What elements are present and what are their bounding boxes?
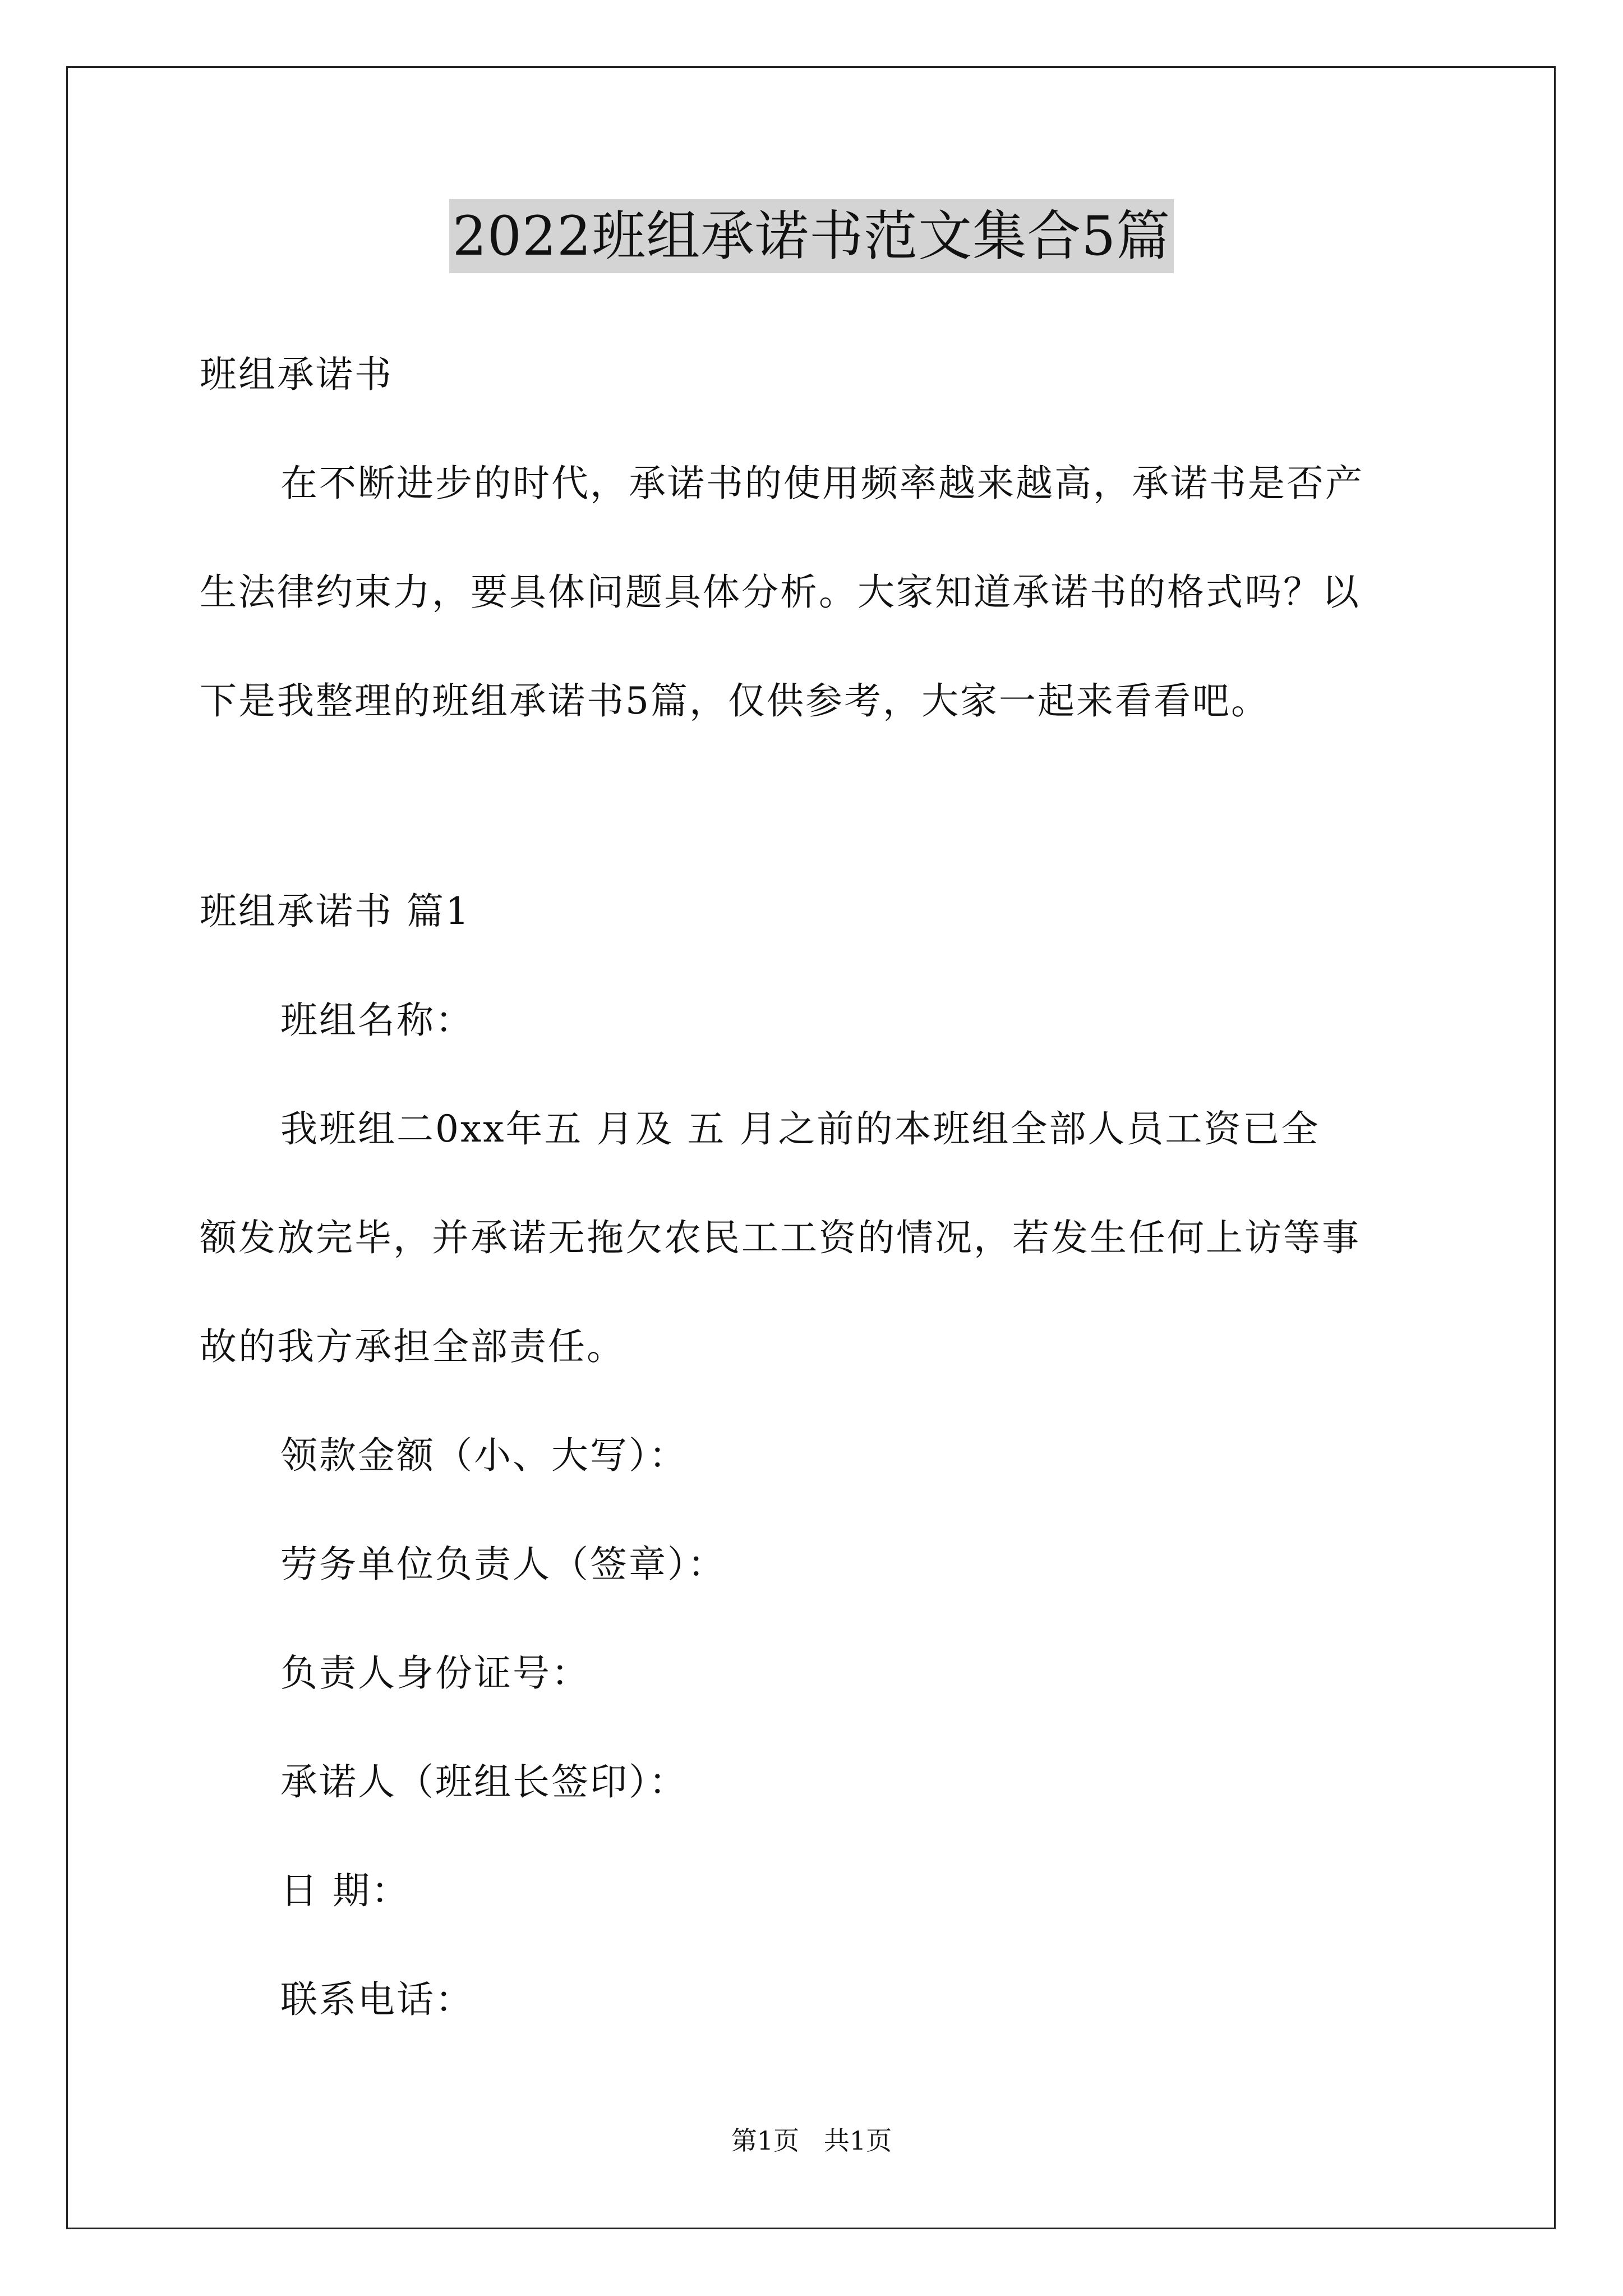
team-name-label: 班组名称： [280, 999, 474, 1042]
promisor-label: 承诺人（班组长签印）： [280, 1760, 688, 1803]
intro-line-1: 在不断进步的时代，承诺书的使用频率越来越高，承诺书是否产 [280, 462, 1364, 505]
labor-unit-head-label: 劳务单位负责人（签章）： [280, 1543, 726, 1586]
title-container [0, 199, 1623, 273]
statement-line-3: 故的我方承担全部责任。 [200, 1325, 625, 1368]
intro-line-2: 生法律约束力，要具体问题具体分析。大家知道承诺书的格式吗？以 [200, 570, 1361, 614]
amount-field-label: 领款金额（小、大写）： [280, 1434, 688, 1477]
section-heading: 班组承诺书 [200, 353, 393, 396]
document-title: 2022班组承诺书范文集合5篇 [449, 199, 1174, 273]
date-label: 日 期： [280, 1869, 410, 1912]
statement-line-2: 额发放完毕，并承诺无拖欠农民工工资的情况，若发生任何上访等事 [200, 1216, 1361, 1259]
part1-heading: 班组承诺书 篇1 [200, 890, 471, 933]
intro-line-3: 下是我整理的班组承诺书5篇，仅供参考，大家一起来看看吧。 [200, 679, 1270, 723]
phone-label: 联系电话： [280, 1978, 474, 2021]
head-id-number-label: 负责人身份证号： [280, 1651, 590, 1695]
page-footer: 第1页 共1页 [731, 2125, 892, 2156]
statement-line-1: 我班组二0xx年五 月及 五 月之前的本班组全部人员工资已全 [280, 1107, 1320, 1151]
